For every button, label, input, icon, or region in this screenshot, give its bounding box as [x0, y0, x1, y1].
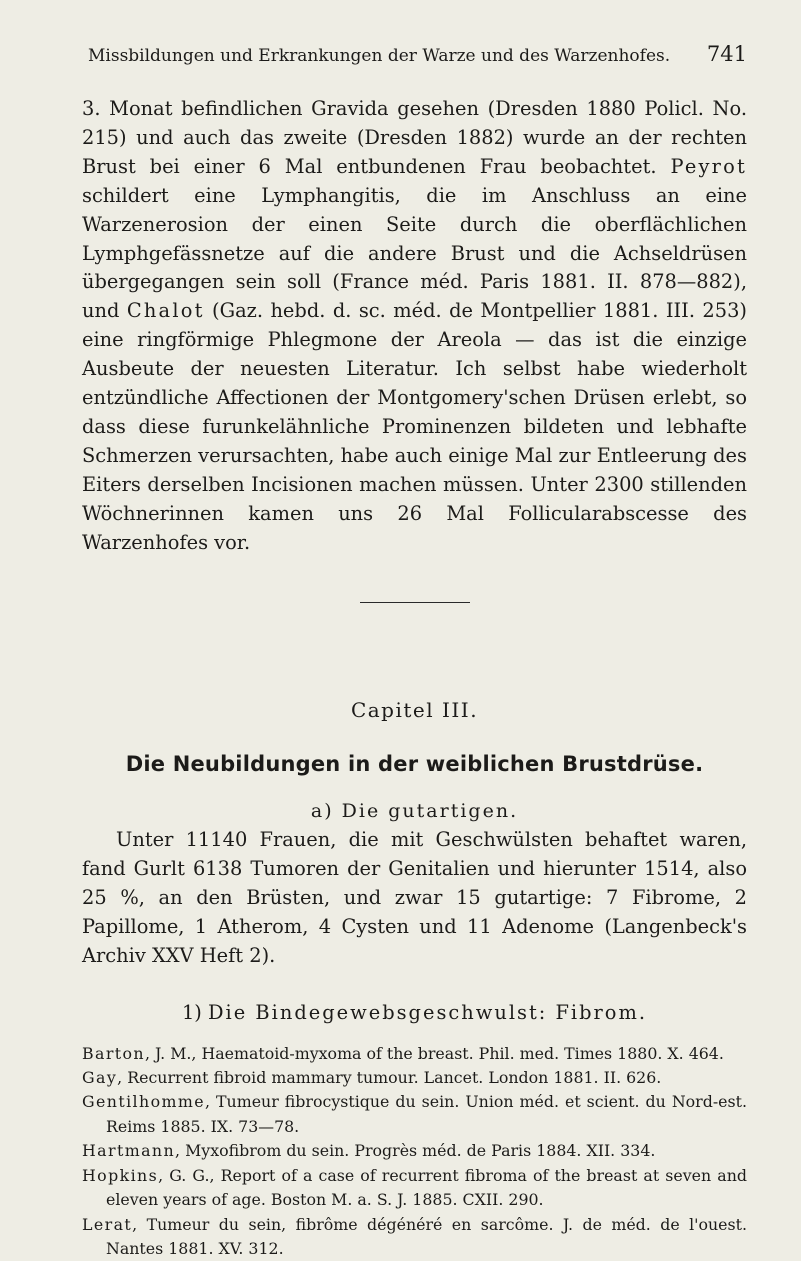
paragraph-text: (Gaz. hebd. d. sc. méd. de Montpellier 1881. III. 253) eine ringförmige Phlegmone der Areola — das ist die einzige Ausbeute der neuesten Literatur. Ich selbst habe wiederholt entzündliche Affectionen der Montgomery'schen Drüsen erlebt, so dass diese furunkelähnliche Prominenzen bildeten und lebhafte Schmerzen verursachten, habe auch einige Mal zur Entleerung des Eiters derselben Incisionen machen müssen. Unter 2300 stillenden Wöchnerinnen kamen uns 26 Mal Follicularabscesse des Warzenhofes vor.: [82, 299, 747, 553]
section-divider: [360, 602, 470, 603]
subheading-number: 1): [182, 1001, 202, 1024]
reference-list: [82, 1042, 747, 1261]
reference-author: Lerat: [82, 1215, 132, 1234]
reference-author: Barton: [82, 1044, 145, 1063]
subsection-heading: a) Die gutartigen.: [82, 797, 747, 826]
reference-entry: [82, 1042, 747, 1066]
paragraph-text: schildert eine Lymphangitis, die im Anschluss an eine Warzenerosion der einen Seite durch die oberflächlichen Lymphgefässnetze auf die andere Brust und die Achseldrüsen übergegangen sein soll (France méd. Paris 1881. II. 878—882), und: [82, 184, 747, 323]
paragraph-text: 3. Monat befindlichen Gravida gesehen (Dresden 1880 Policl. No. 215) und auch das zweite (Dresden 1882) wurde an der rechten Brust bei einer 6 Mal entbundenen Frau beobachtet.: [82, 97, 747, 178]
reference-author: Gay: [82, 1068, 117, 1087]
opening-paragraph: [82, 95, 747, 558]
chapter-label: Capitel III.: [82, 696, 747, 725]
reference-text: , J. M., Haematoid-myxoma of the breast. Phil. med. Times 1880. X. 464.: [145, 1044, 724, 1063]
subheading-fibrom: [82, 999, 747, 1028]
reference-entry: [82, 1164, 747, 1213]
reference-entry: [82, 1213, 747, 1261]
subheading-text: Die Bindegewebsgeschwulst: Fibrom.: [208, 1001, 647, 1024]
reference-text: , Tumeur du sein, fibrôme dégénéré en sarcôme. J. de méd. de l'ouest. Nantes 1881. XV. 312.: [106, 1215, 747, 1258]
reference-entry: [82, 1066, 747, 1090]
reference-text: , Recurrent fibroid mammary tumour. Lancet. London 1881. II. 626.: [117, 1068, 661, 1087]
reference-author: Gentilhomme: [82, 1092, 205, 1111]
reference-entry: [82, 1139, 747, 1163]
reference-entry: [82, 1090, 747, 1139]
reference-author: Hartmann: [82, 1141, 175, 1160]
statistics-paragraph: Unter 11140 Frauen, die mit Geschwülsten behaftet waren, fand Gurlt 6138 Tumoren der Genitalien und hierunter 1514, also 25 %, an den Brüsten, und zwar 15 gutartige: 7 Fibrome, 2 Papillome, 1 Atherom, 4 Cysten und 11 Adenome (Langenbeck's Archiv XXV Heft 2).: [82, 826, 747, 971]
chapter-title: Die Neubildungen in der weiblichen Brustdrüse.: [82, 750, 747, 779]
reference-text: , Myxofibrom du sein. Progrès méd. de Paris 1884. XII. 334.: [175, 1141, 655, 1160]
running-head-title: Missbildungen und Erkrankungen der Warze und des Warzenhofes.: [88, 46, 670, 66]
page-number: 741: [707, 42, 747, 66]
reference-text: , G. G., Report of a case of recurrent fibroma of the breast at seven and eleven years of age. Boston M. a. S. J. 1885. CXII. 290.: [106, 1166, 747, 1209]
running-head: [82, 38, 747, 72]
reference-text: , Tumeur fibrocystique du sein. Union méd. et scient. du Nord-est. Reims 1885. IX. 73—78.: [106, 1092, 747, 1135]
author-name-peyrot: Peyrot: [670, 155, 747, 178]
reference-author: Hopkins: [82, 1166, 158, 1185]
author-name-chalot: Chalot: [127, 299, 205, 322]
main-text: [82, 95, 747, 1028]
